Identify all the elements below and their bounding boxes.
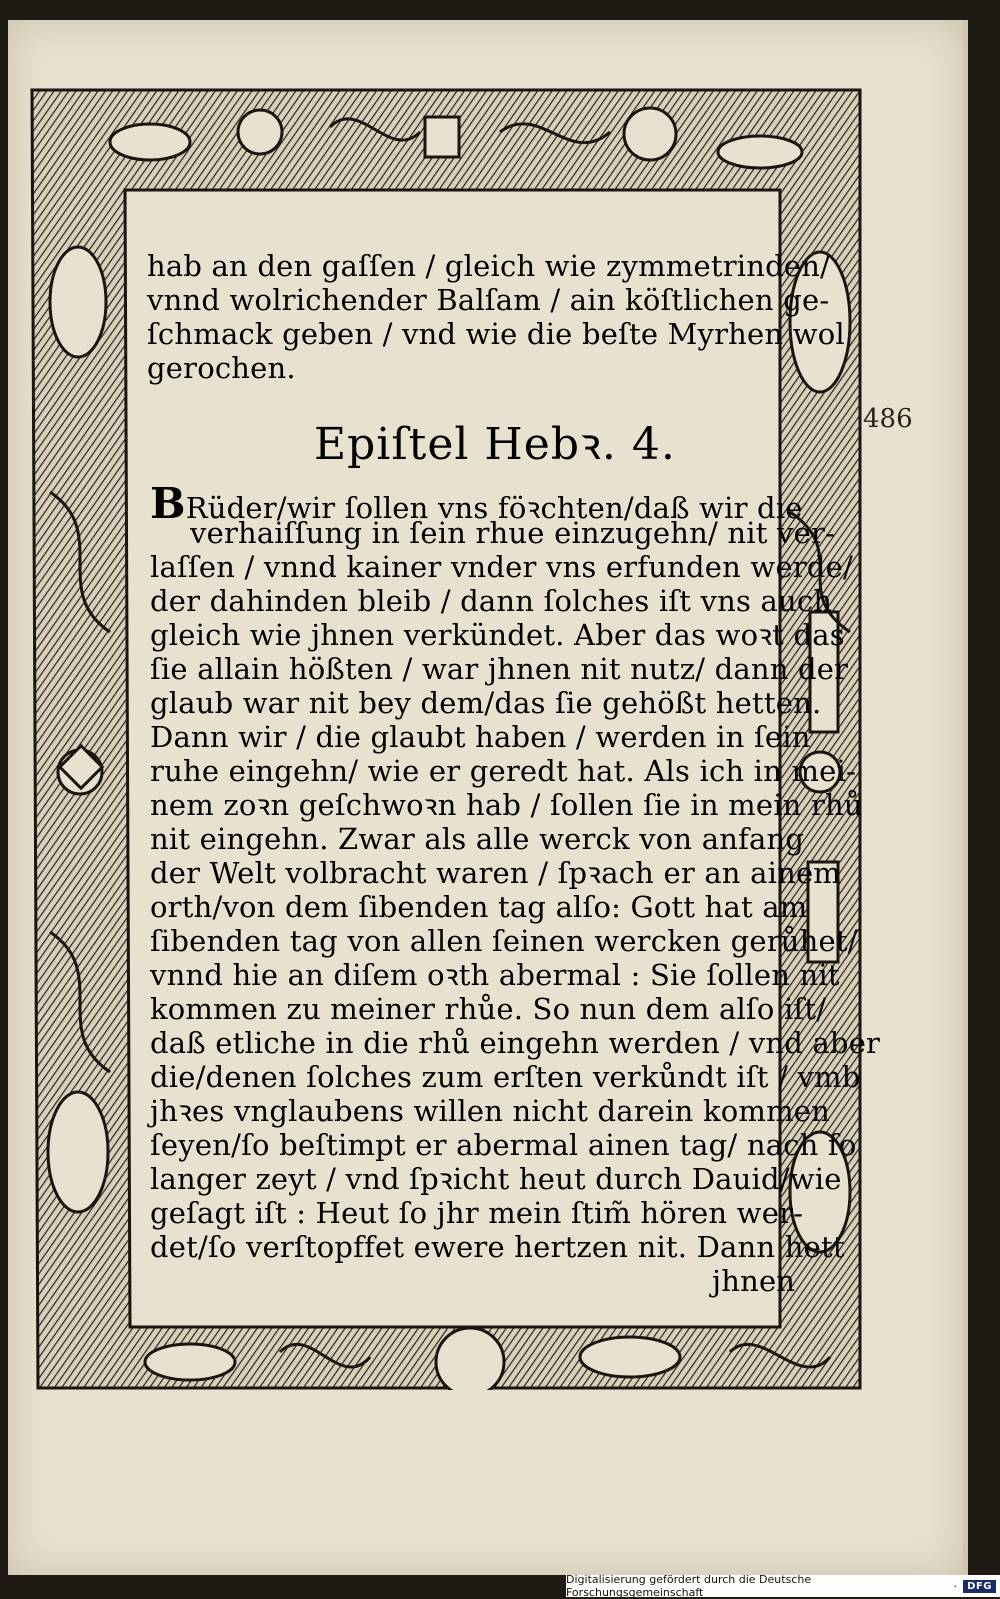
body-line-20: ſeyen/ſo beſtimpt er abermal ainen tag/ nach ſo — [150, 1128, 857, 1162]
body-line-6: ſie allain hößten / war jhnen nit nutz/ dann der — [150, 652, 849, 686]
body-line-19: jhꝛes vnglaubens willen nicht darein kommen — [150, 1094, 831, 1128]
body-line-18: die/denen ſolches zum erſten verkůndt iſt / vmb — [150, 1060, 861, 1094]
body-line-23: det/ſo verſtopffet ewere hertzen nit. Dann hett — [150, 1230, 845, 1264]
body-line-5: gleich wie jhnen verkündet. Aber das woꝛt das — [150, 618, 845, 652]
body-line-4: der dahinden bleib / dann ſolches iſt vns auch — [150, 584, 833, 618]
body-line-17: daß etliche in die rhů eingehn werden / vnd aber — [150, 1026, 881, 1060]
footer-credit-text: Digitalisierung gefördert durch die Deutsche Forschungsgemeinschaft — [566, 1573, 812, 1599]
body-line-13: orth/von dem ſibenden tag alſo: Gott hat am — [150, 890, 808, 924]
body-line-15: vnnd hie an diſem oꝛth abermal : Sie ſollen nit — [150, 958, 840, 992]
body-line-10: nem zoꝛn geſchwoꝛn hab / ſollen ſie in mein rhů — [150, 788, 863, 822]
intro-line-2: vnnd wolrichender Balſam / ain köſtlichen ge- — [147, 283, 830, 317]
body-line-22: geſagt iſt : Heut ſo jhr mein ſtim̃ hören wer- — [150, 1196, 804, 1230]
dfg-logo: DFG — [963, 1580, 996, 1593]
body-line-11: nit eingehn. Zwar als alle werck von anfang — [150, 822, 805, 856]
footer-separator: · — [953, 1579, 958, 1593]
intro-line-1: hab an den gaſſen / gleich wie zymmetrinden/ — [147, 249, 831, 283]
body-line-1-text: Rüder/wir ſollen vns föꝛchten/daß wir die — [185, 491, 803, 525]
body-line-8: Dann wir / die glaubt haben / werden in ſein — [150, 720, 811, 754]
body-line-9: ruhe eingehn/ wie er geredt hat. Als ich in mei- — [150, 754, 856, 788]
section-heading: Epiſtel Hebꝛ. 4. — [314, 419, 676, 470]
intro-line-3: ſchmack geben / vnd wie die beſte Myrhen wol — [147, 317, 845, 351]
drop-cap: B — [150, 479, 186, 528]
body-line-3: laſſen / vnnd kainer vnder vns erfunden werde/ — [150, 550, 853, 584]
body-line-16: kommen zu meiner rhůe. So nun dem alſo iſt/ — [150, 992, 827, 1026]
body-line-21: langer zeyt / vnd ſpꝛicht heut durch Dauid/wie — [150, 1162, 842, 1196]
footer-credit-bar — [566, 1575, 1000, 1597]
page-number: 486 — [863, 404, 913, 434]
intro-line-4: gerochen. — [147, 351, 296, 385]
body-line-14: ſibenden tag von allen ſeinen wercken gerůhet/ — [150, 924, 858, 958]
catchword: jhnen — [712, 1264, 796, 1298]
body-line-7: glaub war nit bey dem/das ſie gehößt hetten. — [150, 686, 822, 720]
body-line-12: der Welt volbracht waren / ſpꝛach er an ainem — [150, 856, 842, 890]
body-line-2: verhaiſſung in ſein rhue einzugehn/ nit ver- — [190, 516, 836, 550]
